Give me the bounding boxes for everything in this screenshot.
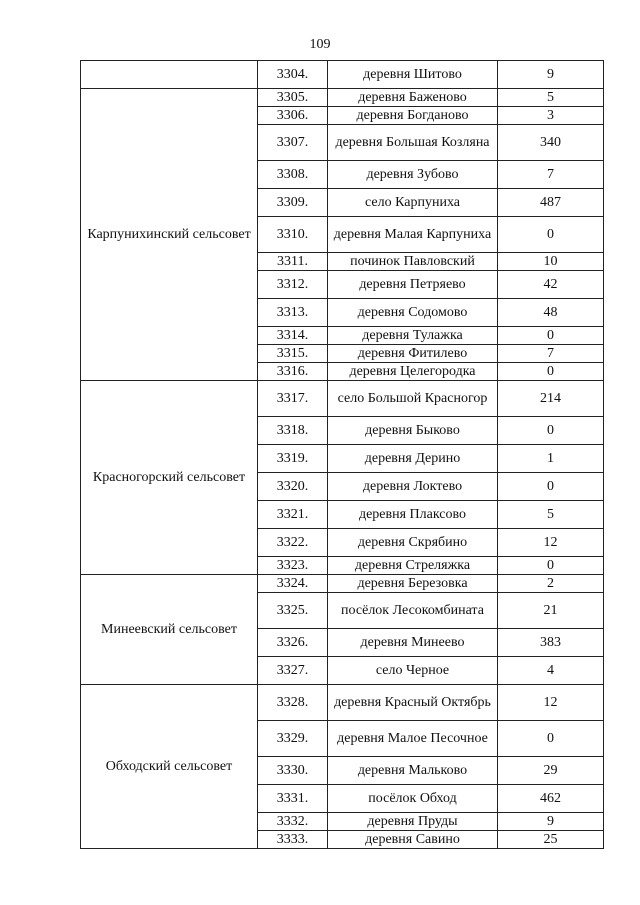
settlement-name-cell: деревня Минеево [328, 629, 498, 657]
settlement-name-cell: посёлок Лесокомбината [328, 593, 498, 629]
row-number-cell: 3320. [258, 473, 328, 501]
population-cell: 48 [498, 299, 604, 327]
district-cell: Минеевский сельсовет [81, 575, 258, 685]
row-number-cell: 3332. [258, 813, 328, 831]
settlement-name-cell: деревня Большая Козляна [328, 125, 498, 161]
population-cell: 12 [498, 685, 604, 721]
row-number-cell: 3327. [258, 657, 328, 685]
row-number-cell: 3312. [258, 271, 328, 299]
row-number-cell: 3318. [258, 417, 328, 445]
table-row [81, 61, 604, 89]
row-number-cell: 3311. [258, 253, 328, 271]
row-number-cell: 3319. [258, 445, 328, 473]
population-cell: 0 [498, 417, 604, 445]
population-cell: 1 [498, 445, 604, 473]
row-number-cell: 3316. [258, 363, 328, 381]
row-number-cell: 3331. [258, 785, 328, 813]
settlement-name-cell: деревня Баженово [328, 89, 498, 107]
settlement-name-cell: починок Павловский [328, 253, 498, 271]
row-number-cell: 3307. [258, 125, 328, 161]
row-number-cell: 3323. [258, 557, 328, 575]
settlement-name-cell: деревня Целегородка [328, 363, 498, 381]
table-row [81, 381, 604, 417]
population-cell: 2 [498, 575, 604, 593]
row-number-cell: 3322. [258, 529, 328, 557]
settlement-table [80, 60, 604, 849]
row-number-cell: 3321. [258, 501, 328, 529]
population-cell: 4 [498, 657, 604, 685]
settlement-name-cell: село Большой Красногор [328, 381, 498, 417]
row-number-cell: 3304. [258, 61, 328, 89]
population-cell: 25 [498, 831, 604, 849]
population-cell: 0 [498, 327, 604, 345]
settlement-name-cell: деревня Стреляжка [328, 557, 498, 575]
settlement-name-cell: деревня Пруды [328, 813, 498, 831]
population-cell: 9 [498, 61, 604, 89]
population-cell: 487 [498, 189, 604, 217]
population-cell: 7 [498, 345, 604, 363]
settlement-name-cell: посёлок Обход [328, 785, 498, 813]
row-number-cell: 3309. [258, 189, 328, 217]
settlement-name-cell: деревня Содомово [328, 299, 498, 327]
settlement-name-cell: деревня Богданово [328, 107, 498, 125]
settlement-name-cell: деревня Тулажка [328, 327, 498, 345]
population-cell: 0 [498, 473, 604, 501]
population-cell: 5 [498, 501, 604, 529]
settlement-table-body [81, 61, 604, 849]
row-number-cell: 3305. [258, 89, 328, 107]
settlement-name-cell: деревня Локтево [328, 473, 498, 501]
district-cell [81, 61, 258, 89]
settlement-name-cell: деревня Красный Октябрь [328, 685, 498, 721]
population-cell: 383 [498, 629, 604, 657]
settlement-name-cell: деревня Плаксово [328, 501, 498, 529]
settlement-name-cell: деревня Малая Карпуниха [328, 217, 498, 253]
population-cell: 0 [498, 363, 604, 381]
table-row [81, 89, 604, 107]
population-cell: 462 [498, 785, 604, 813]
row-number-cell: 3329. [258, 721, 328, 757]
population-cell: 3 [498, 107, 604, 125]
district-cell: Красногорский сельсовет [81, 381, 258, 575]
population-cell: 29 [498, 757, 604, 785]
row-number-cell: 3328. [258, 685, 328, 721]
settlement-name-cell: деревня Дерино [328, 445, 498, 473]
settlement-name-cell: деревня Мальково [328, 757, 498, 785]
row-number-cell: 3325. [258, 593, 328, 629]
district-cell: Карпунихинский сельсовет [81, 89, 258, 381]
population-cell: 0 [498, 557, 604, 575]
settlement-name-cell: село Карпуниха [328, 189, 498, 217]
population-cell: 21 [498, 593, 604, 629]
population-cell: 10 [498, 253, 604, 271]
page-number: 109 [309, 37, 331, 52]
population-cell: 12 [498, 529, 604, 557]
population-cell: 0 [498, 721, 604, 757]
population-cell: 9 [498, 813, 604, 831]
row-number-cell: 3333. [258, 831, 328, 849]
row-number-cell: 3314. [258, 327, 328, 345]
row-number-cell: 3324. [258, 575, 328, 593]
table-row [81, 685, 604, 721]
table-row [81, 575, 604, 593]
settlement-name-cell: деревня Фитилево [328, 345, 498, 363]
settlement-name-cell: деревня Савино [328, 831, 498, 849]
row-number-cell: 3326. [258, 629, 328, 657]
row-number-cell: 3315. [258, 345, 328, 363]
settlement-name-cell: деревня Малое Песочное [328, 721, 498, 757]
population-cell: 0 [498, 217, 604, 253]
row-number-cell: 3310. [258, 217, 328, 253]
district-cell: Обходский сельсовет [81, 685, 258, 849]
row-number-cell: 3313. [258, 299, 328, 327]
row-number-cell: 3330. [258, 757, 328, 785]
population-cell: 340 [498, 125, 604, 161]
settlement-name-cell: деревня Быково [328, 417, 498, 445]
settlement-name-cell: деревня Петряево [328, 271, 498, 299]
settlement-name-cell: село Черное [328, 657, 498, 685]
row-number-cell: 3306. [258, 107, 328, 125]
settlement-name-cell: деревня Березовка [328, 575, 498, 593]
population-cell: 42 [498, 271, 604, 299]
row-number-cell: 3308. [258, 161, 328, 189]
population-cell: 214 [498, 381, 604, 417]
population-cell: 7 [498, 161, 604, 189]
row-number-cell: 3317. [258, 381, 328, 417]
settlement-name-cell: деревня Скрябино [328, 529, 498, 557]
population-cell: 5 [498, 89, 604, 107]
settlement-name-cell: деревня Зубово [328, 161, 498, 189]
settlement-name-cell: деревня Шитово [328, 61, 498, 89]
